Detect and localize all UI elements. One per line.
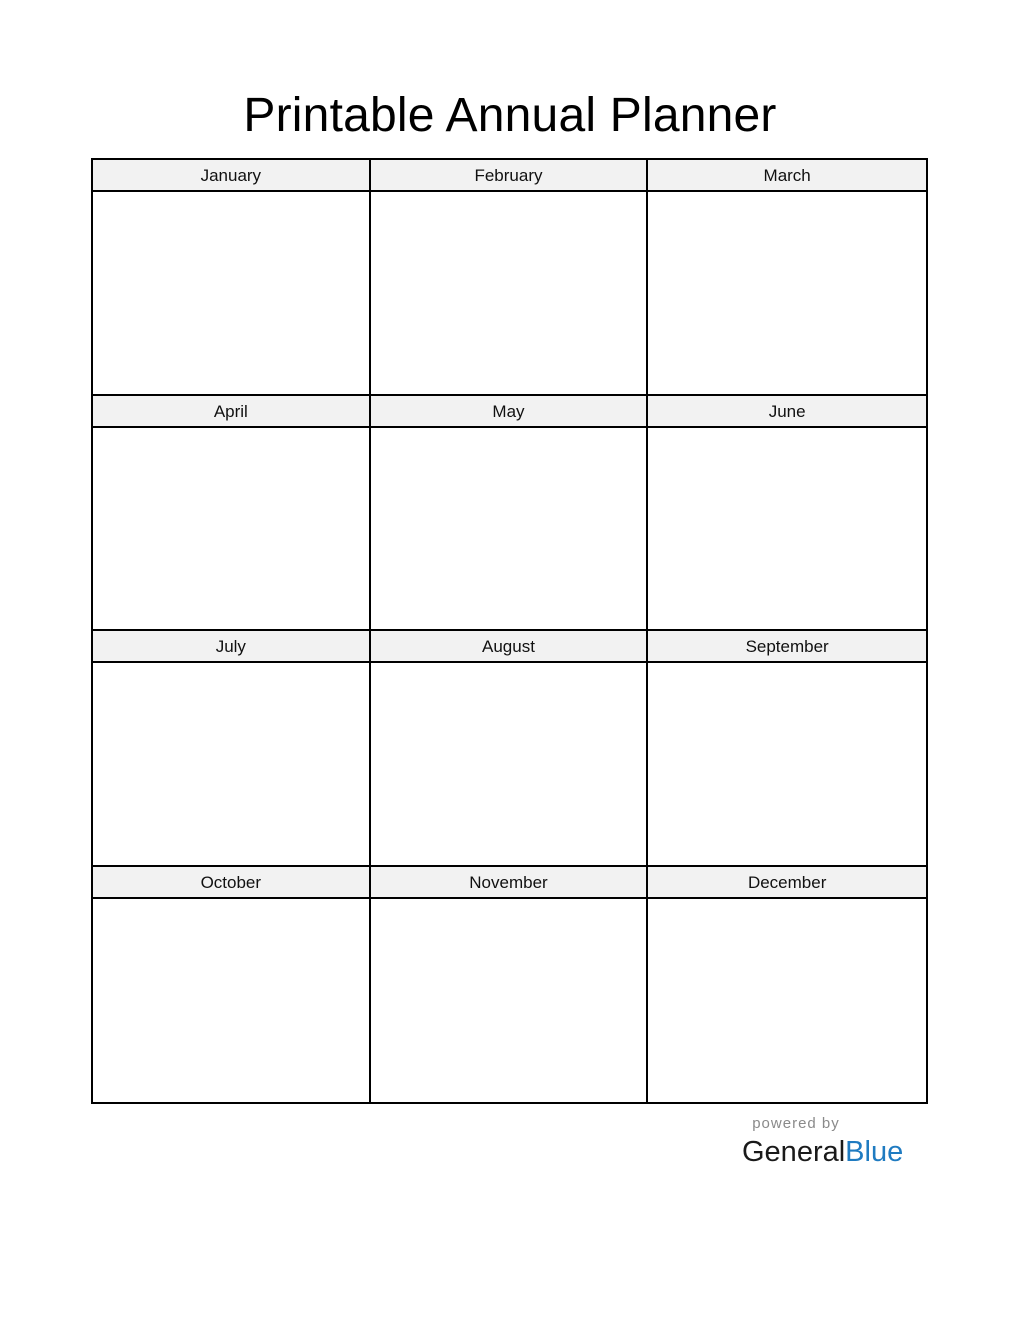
brand-name-blue: Blue bbox=[845, 1136, 904, 1168]
month-header: November bbox=[371, 867, 647, 899]
month-cell-december bbox=[648, 867, 926, 1103]
month-header: June bbox=[648, 396, 926, 428]
month-cell-september bbox=[648, 631, 926, 867]
month-cell-april bbox=[93, 396, 371, 632]
month-header: April bbox=[93, 396, 369, 428]
month-notes-area[interactable] bbox=[648, 663, 926, 865]
month-notes-area[interactable] bbox=[371, 899, 647, 1103]
month-notes-area[interactable] bbox=[93, 428, 369, 630]
month-notes-area[interactable] bbox=[648, 192, 926, 394]
brand-name-general: General bbox=[742, 1136, 846, 1168]
month-header: October bbox=[93, 867, 369, 899]
page-title: Printable Annual Planner bbox=[243, 89, 777, 142]
month-header: May bbox=[371, 396, 647, 428]
month-notes-area[interactable] bbox=[371, 663, 647, 865]
month-header: July bbox=[93, 631, 369, 663]
month-header: March bbox=[648, 160, 926, 192]
annual-planner-grid bbox=[91, 158, 928, 1104]
month-cell-march bbox=[648, 160, 926, 396]
month-cell-november bbox=[371, 867, 649, 1103]
generalblue-branding bbox=[742, 1114, 912, 1170]
month-cell-may bbox=[371, 396, 649, 632]
month-header: September bbox=[648, 631, 926, 663]
month-notes-area[interactable] bbox=[371, 192, 647, 394]
month-cell-january bbox=[93, 160, 371, 396]
month-header: February bbox=[371, 160, 647, 192]
month-header: January bbox=[93, 160, 369, 192]
month-cell-august bbox=[371, 631, 649, 867]
month-notes-area[interactable] bbox=[93, 663, 369, 865]
month-notes-area[interactable] bbox=[93, 899, 369, 1103]
month-notes-area[interactable] bbox=[648, 428, 926, 630]
month-cell-june bbox=[648, 396, 926, 632]
month-notes-area[interactable] bbox=[93, 192, 369, 394]
month-notes-area[interactable] bbox=[648, 899, 926, 1103]
month-cell-february bbox=[371, 160, 649, 396]
brand-logo bbox=[742, 1134, 912, 1170]
month-cell-july bbox=[93, 631, 371, 867]
powered-by-label: powered by bbox=[752, 1115, 840, 1132]
month-header: December bbox=[648, 867, 926, 899]
month-notes-area[interactable] bbox=[371, 428, 647, 630]
month-cell-october bbox=[93, 867, 371, 1103]
month-header: August bbox=[371, 631, 647, 663]
